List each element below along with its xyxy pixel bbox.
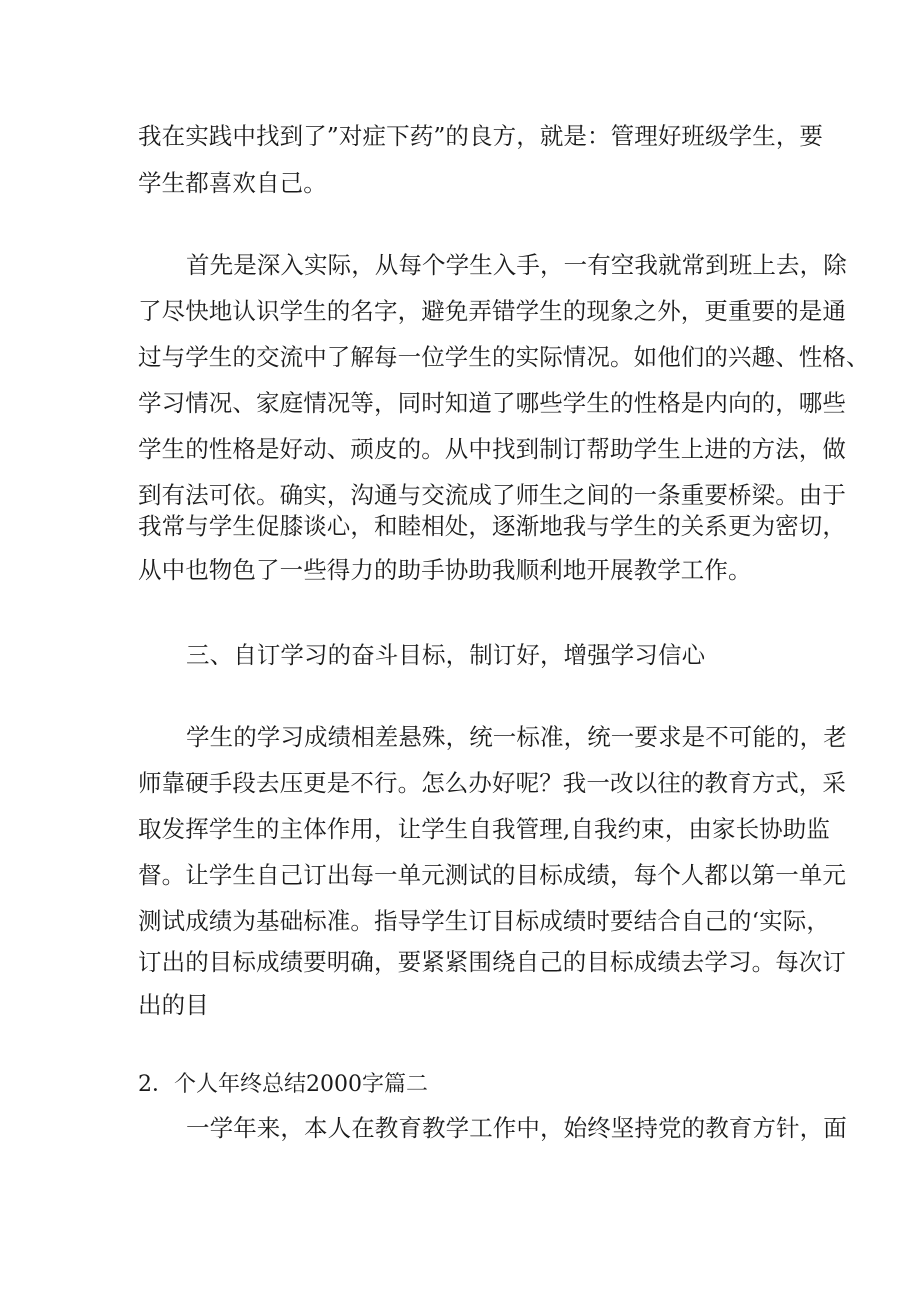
- article-title: 2．个人年终总结2000字篇二: [138, 1072, 428, 1097]
- paragraph-3-line-3: 取发挥学生的主体作用，让学生自我管理,自我约束，由家长协助监: [138, 815, 830, 843]
- paragraph-2-line-2: 了尽快地认识学生的名字，避免弄错学生的现象之外，更重要的是通: [138, 297, 846, 325]
- paragraph-2-line-5: 学生的性格是好动、顽皮的。从中找到制订帮助学生上进的方法，做: [138, 435, 846, 463]
- paragraph-2-line-3: 过与学生的交流中了解每一位学生的实际情况。如他们的兴趣、性格、: [138, 343, 870, 371]
- paragraph-3-line-7: 出的目: [138, 991, 209, 1019]
- paragraph-2-line-6: 到有法可依。确实，沟通与交流成了师生之间的一条重要桥梁。由于: [138, 481, 846, 509]
- paragraph-4-line-1: 一学年来，本人在教育教学工作中，始终坚持党的教育方针，面: [186, 1114, 847, 1142]
- paragraph-3-line-1: 学生的学习成绩相差悬殊，统一标准，统一要求是不可能的，老: [186, 723, 847, 751]
- paragraph-3-line-5: 测试成绩为基础标准。指导学生订目标成绩时要结合自己的‘实际，: [138, 907, 830, 935]
- paragraph-3-line-2: 师靠硬手段去压更是不行。怎么办好呢？我一改以往的教育方式，采: [138, 769, 846, 797]
- paragraph-3-line-4: 督。让学生自己订出每一单元测试的目标成绩，每个人都以第一单元: [138, 861, 846, 889]
- paragraph-2-line-7: 我常与学生促膝谈心，和睦相处，逐渐地我与学生的关系更为密切，: [138, 512, 846, 540]
- paragraph-2-line-1: 首先是深入实际，从每个学生入手，一有空我就常到班上去，除: [186, 251, 847, 279]
- paragraph-1-line-1: 我在实践中找到了”对症下药”的良方，就是：管理好班级学生，要: [138, 122, 824, 150]
- paragraph-2-line-8: 从中也物色了一些得力的助手协助我顺利地开展教学工作。: [138, 556, 752, 584]
- paragraph-2-line-4: 学习情况、家庭情况等，同时知道了哪些学生的性格是内向的，哪些: [138, 389, 846, 417]
- paragraph-3-line-6: 订出的目标成绩要明确，要紧紧围绕自己的目标成绩去学习。每次订: [138, 948, 846, 976]
- paragraph-1-line-2: 学生都喜欢自己。: [138, 169, 327, 197]
- section-heading: 三、自订学习的奋斗目标，制订好，增强学习信心: [186, 641, 706, 669]
